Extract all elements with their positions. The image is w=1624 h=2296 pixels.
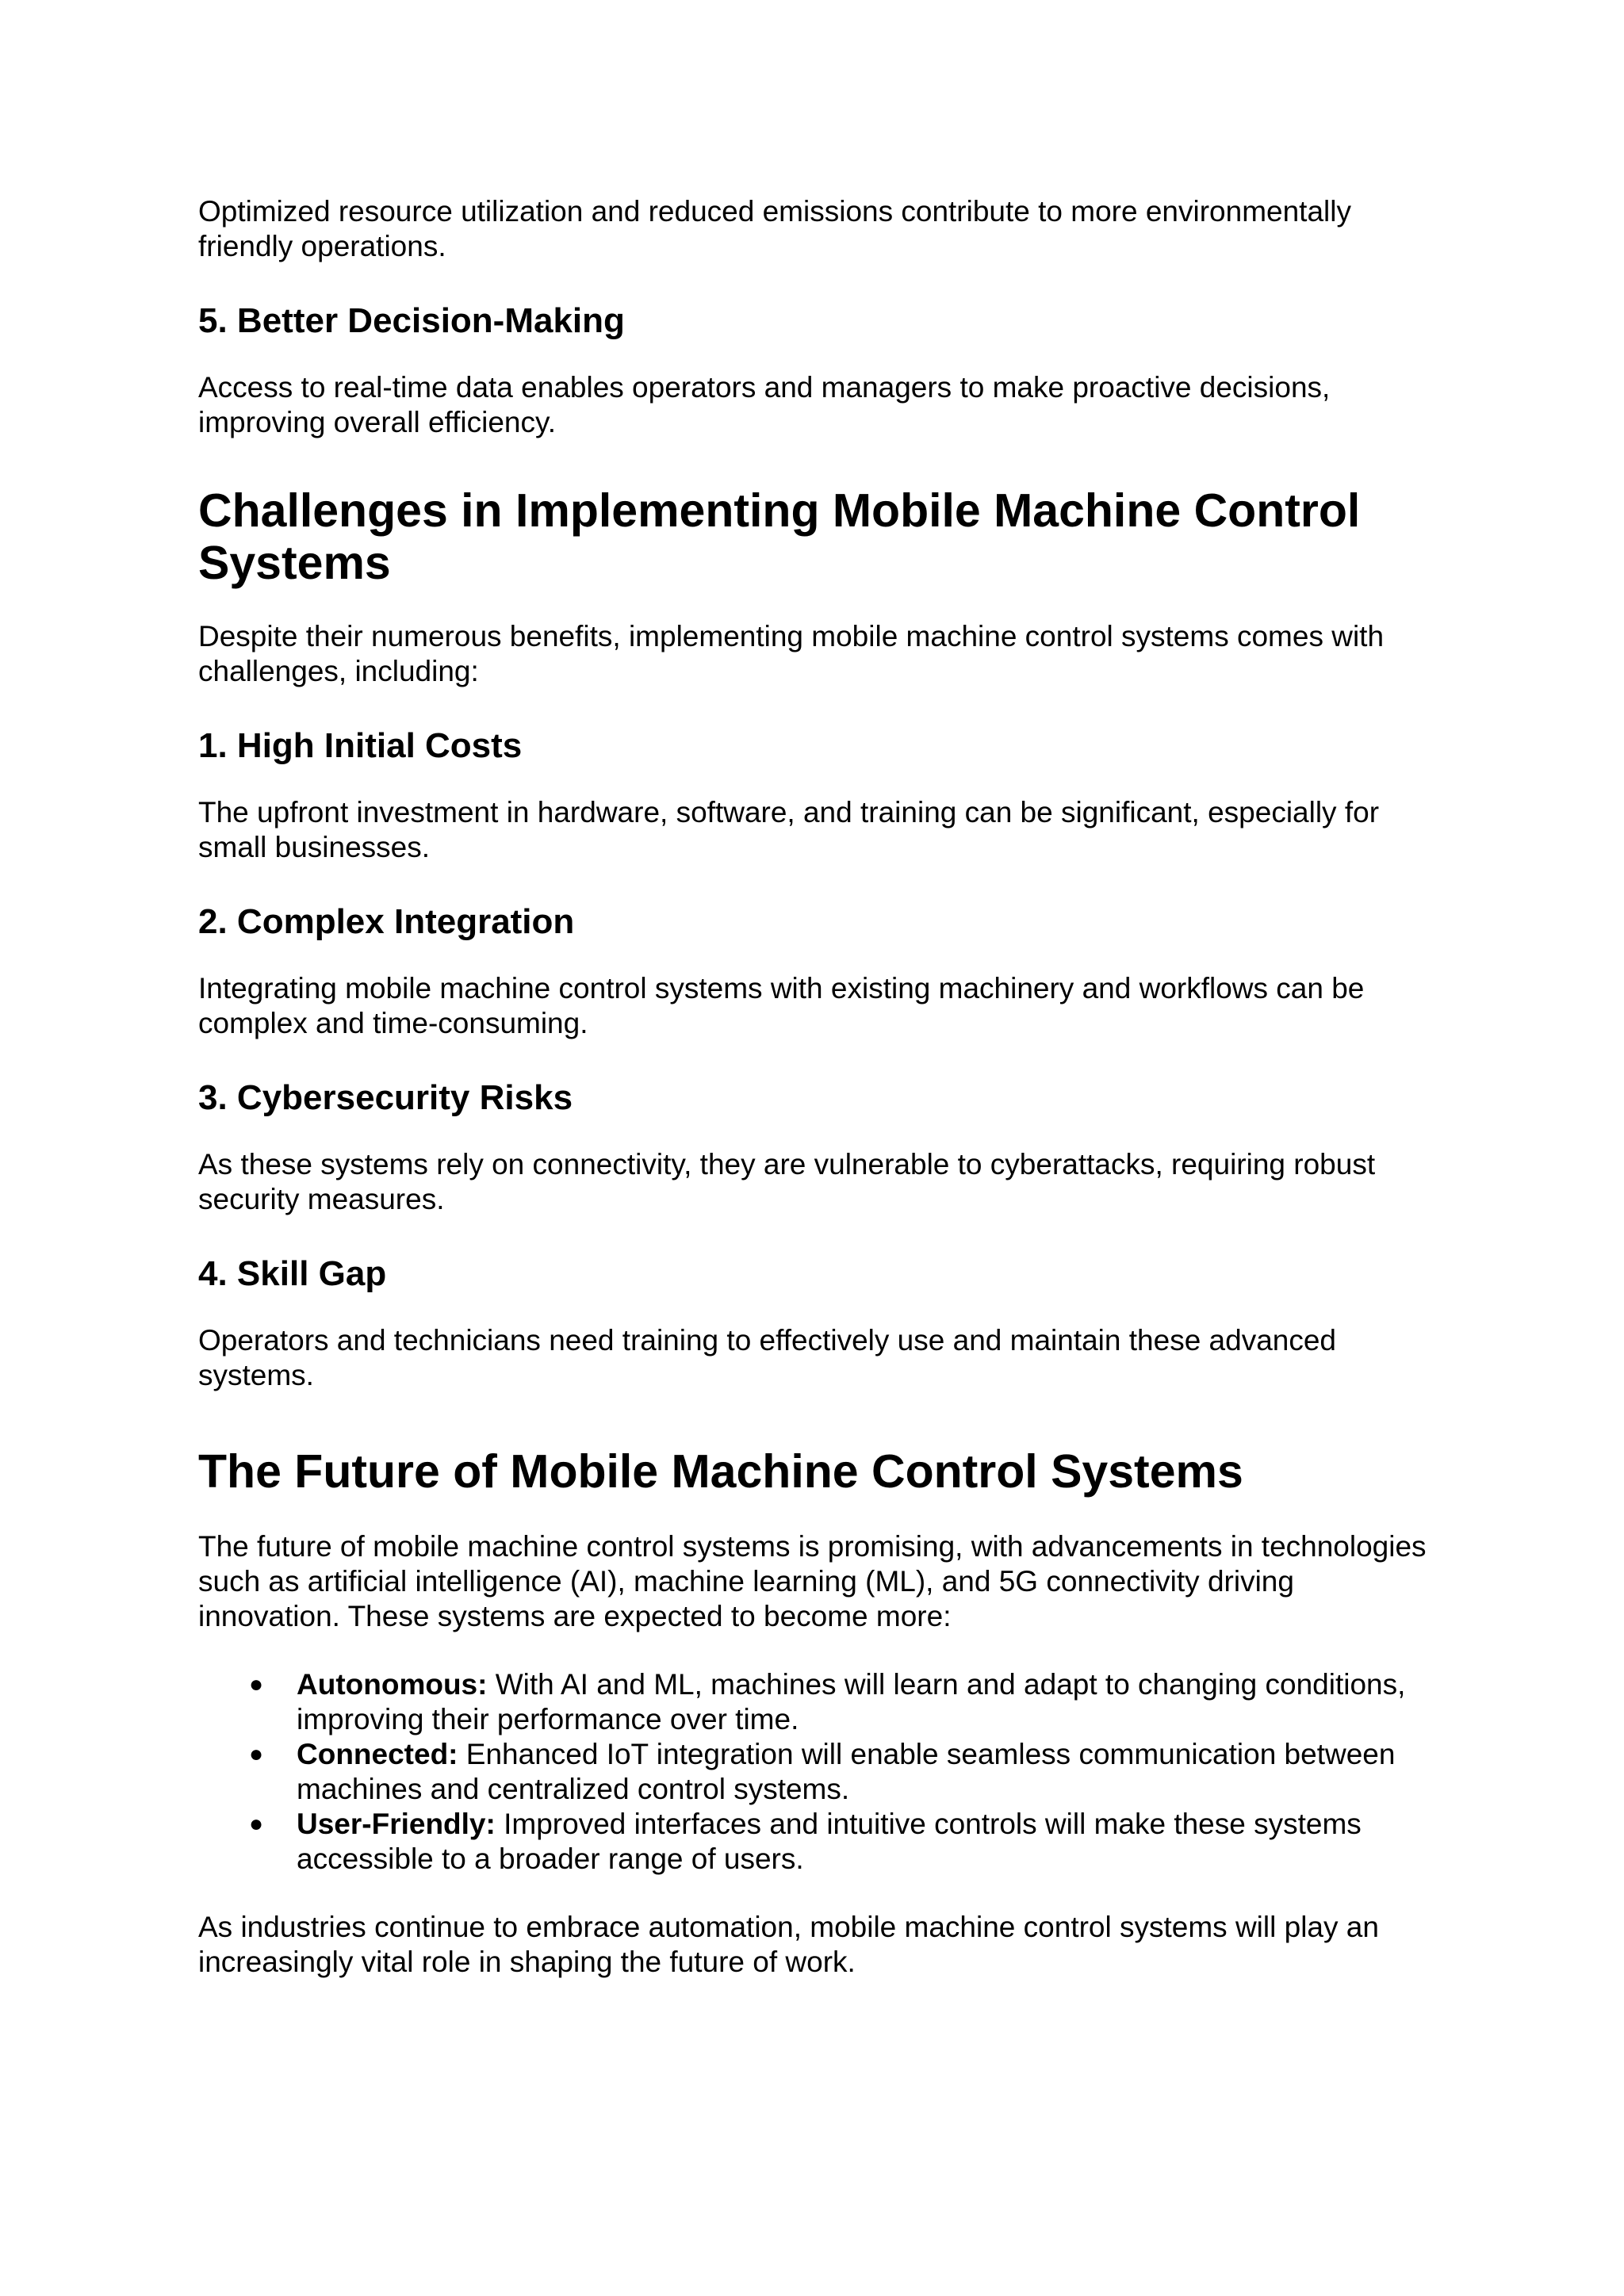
- challenge-1-text: The upfront investment in hardware, software, and training can be significant, especially for small businesses.: [198, 796, 1380, 863]
- future-intro: The future of mobile machine control systems is promising, with advancements in technologies such as artificial intelligence (AI), machine learning (ML), and 5G connectivity driving innovation. These systems are expected to become more:: [198, 1530, 1427, 1632]
- bullet-icon: ●: [249, 1811, 264, 1837]
- bullet-text: Enhanced IoT integration will enable seamless communication between machines and centralized control systems.: [297, 1738, 1396, 1805]
- intro-paragraph: Optimized resource utilization and reduced emissions contribute to more environmentally friendly operations.: [198, 195, 1351, 262]
- list-item: [249, 1667, 1502, 1737]
- challenge-4-heading: 4. Skill Gap: [198, 1254, 387, 1293]
- bullet-term: Connected:: [297, 1738, 458, 1770]
- bullet-text: With AI and ML, machines will learn and adapt to changing conditions, improving their performance over time.: [297, 1668, 1406, 1735]
- future-bullet-list: [198, 1667, 1502, 1877]
- bullet-term: User-Friendly:: [297, 1808, 496, 1840]
- challenge-2-heading: 2. Complex Integration: [198, 902, 575, 941]
- future-heading: The Future of Mobile Machine Control Systems: [198, 1445, 1243, 1498]
- bullet-term: Autonomous:: [297, 1668, 488, 1701]
- bullet-text: Improved interfaces and intuitive controls will make these systems accessible to a broader range of users.: [297, 1808, 1362, 1875]
- list-item: [249, 1807, 1502, 1877]
- challenge-3-text: As these systems rely on connectivity, they are vulnerable to cyberattacks, requiring robust security measures.: [198, 1148, 1376, 1215]
- challenge-4-text: Operators and technicians need training to effectively use and maintain these advanced systems.: [198, 1324, 1337, 1391]
- challenges-heading: Challenges in Implementing Mobile Machine Control Systems: [198, 484, 1361, 589]
- list-item: [249, 1737, 1502, 1807]
- benefit-5-text: Access to real-time data enables operators and managers to make proactive decisions, improving overall efficiency.: [198, 371, 1331, 438]
- challenge-3-heading: 3. Cybersecurity Risks: [198, 1078, 573, 1117]
- bullet-icon: ●: [249, 1741, 264, 1767]
- future-conclusion: As industries continue to embrace automation, mobile machine control systems will play an increasingly vital role in shaping the future of work.: [198, 1911, 1379, 1978]
- challenge-2-text: Integrating mobile machine control systems with existing machinery and workflows can be complex and time-consuming.: [198, 972, 1365, 1039]
- challenges-intro: Despite their numerous benefits, implementing mobile machine control systems comes with challenges, including:: [198, 620, 1385, 687]
- bullet-icon: ●: [249, 1671, 264, 1697]
- benefit-5-heading: 5. Better Decision-Making: [198, 301, 625, 340]
- challenge-1-heading: 1. High Initial Costs: [198, 726, 523, 765]
